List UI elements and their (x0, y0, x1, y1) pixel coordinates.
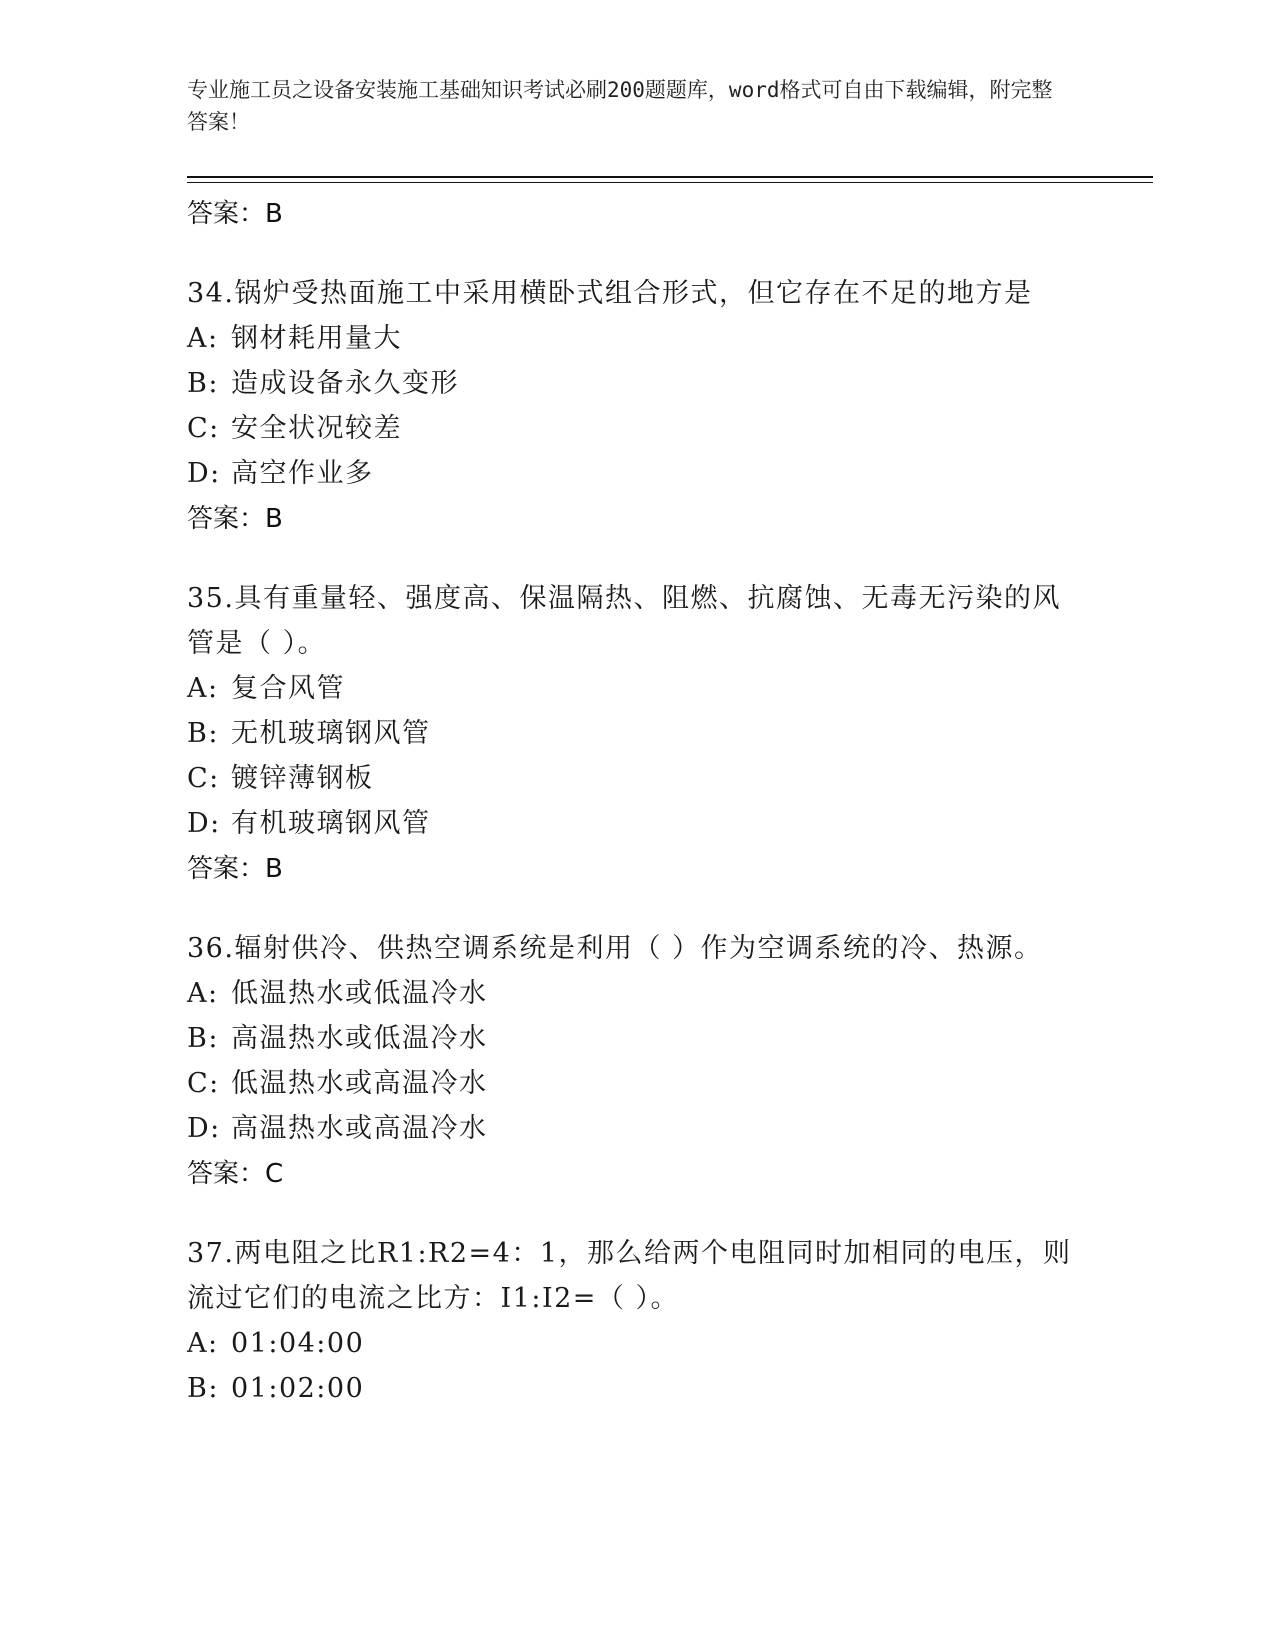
option-text: 低温热水或低温冷水 (231, 978, 488, 1009)
question-block (187, 926, 1087, 1231)
question-stem: 35.具有重量轻、强度高、保温隔热、阻燃、抗腐蚀、无毒无污染的风管是（ ）。 (187, 583, 1061, 659)
option-text: 低温热水或高温冷水 (231, 1068, 488, 1099)
question-answer: 答案：C (187, 1159, 284, 1189)
option-text: 造成设备永久变形 (231, 368, 459, 399)
answer-option (187, 1366, 1087, 1411)
option-text: 有机玻璃钢风管 (231, 808, 431, 839)
option-letter: B: (187, 1023, 219, 1054)
previous-answer: 答案：B (187, 199, 283, 229)
answer-option (187, 711, 1087, 756)
option-text: 镀锌薄钢板 (231, 763, 374, 794)
option-letter: C: (187, 763, 220, 794)
answer-option (187, 1061, 1087, 1106)
question-block (187, 1231, 1087, 1411)
option-letter: A: (187, 323, 219, 354)
questions-container (187, 271, 1087, 1411)
answer-option (187, 1016, 1087, 1061)
option-letter: D: (187, 808, 221, 839)
option-text: 高温热水或高温冷水 (231, 1113, 488, 1144)
answer-option (187, 801, 1087, 846)
question-answer: 答案：B (187, 504, 283, 534)
option-letter: D: (187, 1113, 221, 1144)
header-rule-thin (187, 182, 1153, 183)
question-stem: 34.锅炉受热面施工中采用横卧式组合形式，但它存在不足的地方是 (187, 278, 1033, 309)
document-header: 专业施工员之设备安装施工基础知识考试必刷200题题库，word格式可自由下载编辑，附完整答案！ (187, 78, 1053, 134)
answer-option (187, 361, 1087, 406)
header-rule-thick (187, 176, 1153, 178)
question-stem: 37.两电阻之比R1:R2=4：1，那么给两个电阻同时加相同的电压，则流过它们的电流之比方：I1:I2=（ ）。 (187, 1238, 1072, 1314)
answer-option (187, 756, 1087, 801)
option-letter: B: (187, 1373, 219, 1404)
option-text: 01:04:00 (231, 1328, 365, 1359)
question-block (187, 271, 1087, 576)
option-text: 01:02:00 (231, 1373, 365, 1404)
answer-option (187, 1321, 1087, 1366)
option-letter: A: (187, 1328, 219, 1359)
option-letter: B: (187, 718, 219, 749)
option-text: 高温热水或低温冷水 (231, 1023, 488, 1054)
option-letter: B: (187, 368, 219, 399)
option-text: 钢材耗用量大 (231, 323, 402, 354)
answer-option (187, 316, 1087, 361)
option-text: 安全状况较差 (231, 413, 402, 444)
answer-option (187, 1106, 1087, 1151)
question-list (187, 191, 1087, 1411)
answer-option (187, 451, 1087, 496)
question-answer: 答案：B (187, 854, 283, 884)
option-letter: C: (187, 1068, 220, 1099)
answer-option (187, 406, 1087, 451)
option-letter: A: (187, 673, 219, 704)
answer-option (187, 666, 1087, 711)
option-letter: C: (187, 413, 220, 444)
answer-option (187, 971, 1087, 1016)
option-text: 复合风管 (231, 673, 345, 704)
option-text: 无机玻璃钢风管 (231, 718, 431, 749)
option-text: 高空作业多 (231, 458, 374, 489)
option-letter: A: (187, 978, 219, 1009)
option-letter: D: (187, 458, 221, 489)
question-stem: 36.辐射供冷、供热空调系统是利用（ ）作为空调系统的冷、热源。 (187, 933, 1043, 964)
question-block (187, 576, 1087, 926)
